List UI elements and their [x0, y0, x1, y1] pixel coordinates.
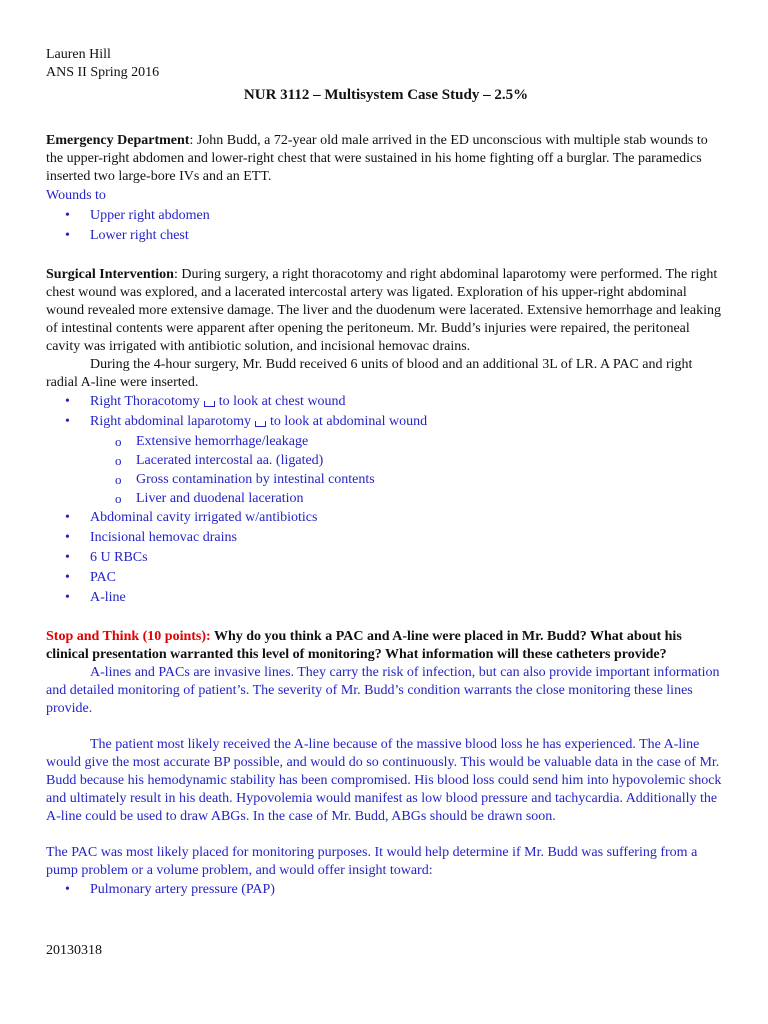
laparotomy-findings-list	[46, 432, 726, 508]
list-item: • Abdominal cavity irrigated w/antibiotics	[46, 508, 726, 528]
stop-and-think-label: Stop and Think (10 points):	[46, 629, 211, 644]
wounds-list	[46, 206, 726, 246]
list-item: • Lower right chest	[46, 226, 726, 246]
list-item: • Right Thoracotomy to look at chest wound	[46, 392, 726, 412]
list-item: • Right abdominal laparotomy to look at abdominal wound	[46, 412, 726, 432]
bullet-icon: •	[65, 510, 70, 525]
wounds-label: Wounds to	[46, 188, 106, 203]
answer-paragraph-3: The PAC was most likely placed for monitoring purposes. It would help determine if Mr. Budd was suffering from a pump problem or a volume problem, and would offer insight toward:	[46, 845, 698, 878]
bullet-icon: •	[65, 228, 70, 243]
stop-and-think-question: Stop and Think (10 points): Why do you think a PAC and A-line were placed in Mr. Budd? What about his clinical presentation warranted this level of monitoring? What information will these catheters provide?	[46, 629, 682, 662]
surgery-paragraph	[46, 266, 726, 356]
list-item: o Liver and duodenal laceration	[115, 491, 304, 506]
surgery-text: : During surgery, a right thoracotomy and right abdominal laparotomy were performed. The right chest wound was explored, and a lacerated intercostal artery was ligated. Exploration of his upper-right abdominal wound revealed more extensive damage. The liver and the duodenum were lacerated. Extensive hemorrhage and leaking of intestinal contents were apparent after opening the peritoneum. Mr. Budd’s injuries were repaired, the peritoneal cavity was irrigated with antibiotic solution, and incisional hemovac drains.	[46, 267, 721, 354]
bullet-icon: •	[65, 414, 70, 429]
circle-bullet-icon: o	[115, 472, 122, 487]
bullet-icon: •	[65, 530, 70, 545]
ed-text: : John Budd, a 72-year old male arrived in the ED unconscious with multiple stab wounds to the upper-right abdomen and lower-right chest that were sustained in his home fighting off a burglar. The paramedics inserted two large-bore IVs and an ETT.	[46, 133, 708, 184]
bullet-icon: •	[65, 208, 70, 223]
list-item: • 6 U RBCs	[46, 548, 726, 568]
bullet-icon: •	[65, 590, 70, 605]
bullet-icon: •	[65, 882, 70, 897]
circle-bullet-icon: o	[115, 491, 122, 506]
circle-bullet-icon: o	[115, 453, 122, 468]
document-footer-id: 20130318	[46, 943, 102, 958]
list-item: • A-line	[46, 588, 726, 608]
author-name: Lauren Hill	[46, 47, 111, 62]
list-item: • Incisional hemovac drains	[46, 528, 726, 548]
answer-paragraph-1: A-lines and PACs are invasive lines. They carry the risk of infection, but can also provide important information and detailed monitoring of patient’s. The severity of Mr. Budd’s condition warrants the close monitoring these lines provide.	[46, 665, 720, 716]
surgery-paragraph-2: During the 4-hour surgery, Mr. Budd received 6 units of blood and an additional 3L of LR. A PAC and right radial A-line were inserted.	[46, 357, 693, 390]
list-item: • Pulmonary artery pressure (PAP)	[46, 880, 726, 900]
answer-paragraph-2: The patient most likely received the A-line because of the massive blood loss he has experienced. The A-line would give the most accurate BP possible, and would do so continuously. This would be valuable data in the case of Mr. Budd because his hemodynamic stability has been compromised. His blood loss could send him into hypovolemic shock and ultimately result in his death. Hypovolemia would manifest as low blood pressure and tachycardia. Additionally the A-line could be used to draw ABGs. In the case of Mr. Budd, ABGs should be drawn soon.	[46, 737, 722, 824]
ed-heading: Emergency Department	[46, 133, 190, 148]
ed-paragraph	[46, 132, 726, 186]
bullet-icon: •	[65, 394, 70, 409]
list-item: o Gross contamination by intestinal contents	[115, 472, 375, 487]
document-title: NUR 3112 – Multisystem Case Study – 2.5%	[243, 87, 529, 103]
list-item: o Extensive hemorrhage/leakage	[115, 434, 309, 449]
list-item: o Lacerated intercostal aa. (ligated)	[115, 453, 324, 468]
document-page	[46, 46, 726, 900]
list-item: • PAC	[46, 568, 726, 588]
surgery-notes-list	[46, 392, 726, 432]
arrow-icon	[204, 401, 215, 407]
arrow-icon	[255, 421, 266, 427]
bullet-icon: •	[65, 570, 70, 585]
surgery-more-list	[46, 508, 726, 608]
surgery-heading: Surgical Intervention	[46, 267, 174, 282]
course-name: ANS II Spring 2016	[46, 65, 160, 80]
pac-list	[46, 880, 726, 900]
list-item: • Upper right abdomen	[46, 206, 726, 226]
circle-bullet-icon: o	[115, 434, 122, 449]
bullet-icon: •	[65, 550, 70, 565]
